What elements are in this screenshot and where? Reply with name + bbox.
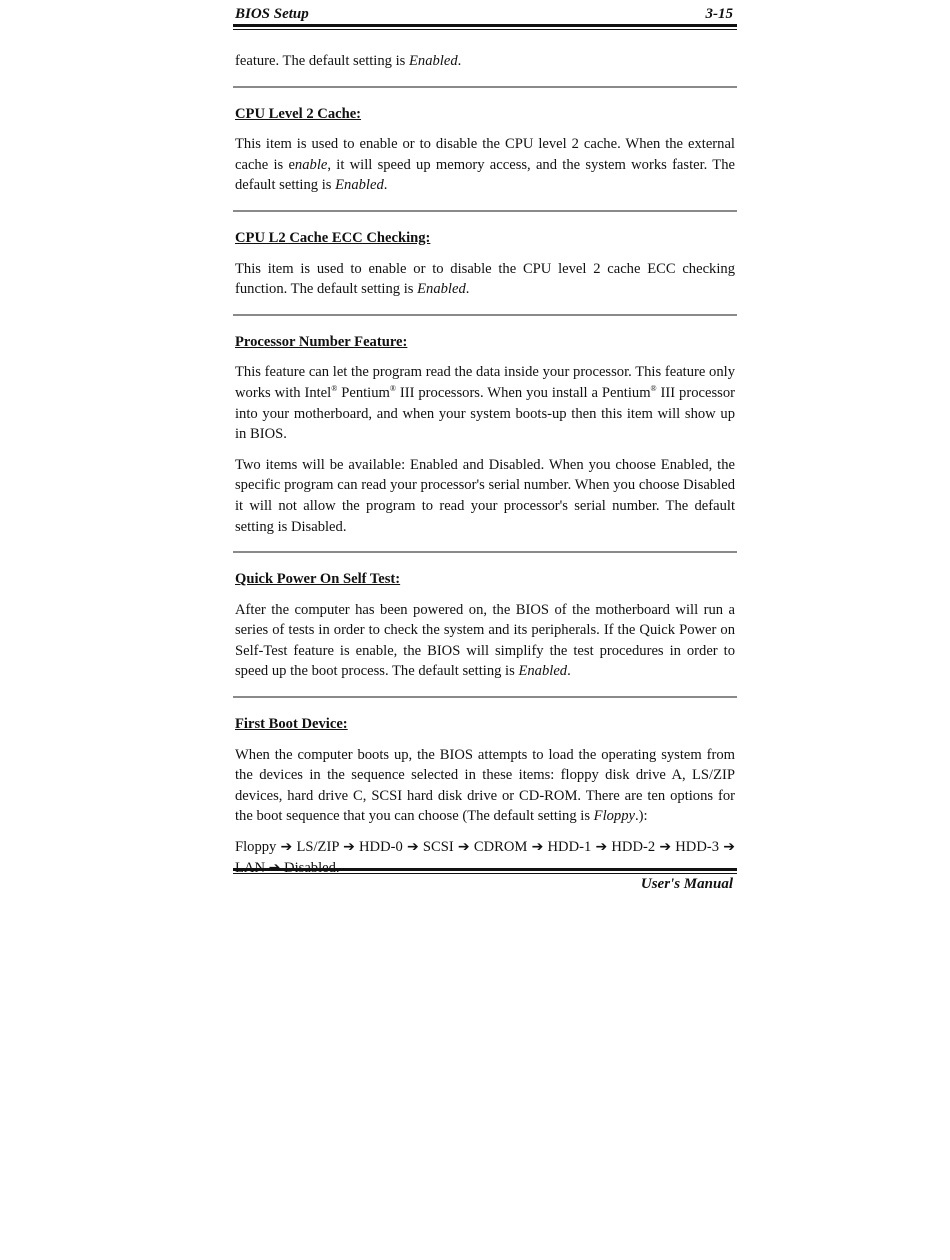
processor-number-paragraph-2: Two items will be available: Enabled and Disabled. When you choose Enabled, the specific program can read your processor's serial number. When you choose Disabled it will not allow the program to read your processor's serial number. The default setting is Disabled. — [235, 456, 735, 535]
section-title-quick-post: Quick Power On Self Test: — [235, 571, 401, 588]
processor-number-paragraph-1: This feature can let the program read the data inside your processor. This feature only works with Intel® Pentium® III processors. When you install a Pentium® III processor into your motherboard, and when your system boots-up then this item will show up in BIOS. — [235, 364, 735, 443]
right-arrow-icon: ➔ — [723, 839, 735, 856]
section-title-processor-number: Processor Number Feature: — [235, 333, 408, 350]
section-divider — [233, 696, 737, 698]
footer-rule — [233, 868, 737, 874]
boot-option: HDD-2 — [611, 839, 656, 856]
header-section-title: BIOS Setup — [235, 6, 309, 22]
boot-option: LS/ZIP — [296, 839, 339, 856]
section-divider — [233, 86, 737, 88]
boot-option: HDD-1 — [547, 839, 592, 856]
first-boot-paragraph: When the computer boots up, the BIOS attempts to load the operating system from the devices in the sequence selected in these items: floppy disk drive A, LS/ZIP devices, hard drive C, SCSI hard disk drive or CD-ROM. There are ten options for the boot sequence that you can choose (The default setting is Floppy.): — [235, 746, 735, 825]
right-arrow-icon: ➔ — [406, 839, 419, 856]
right-arrow-icon: ➔ — [531, 839, 544, 856]
cpu-l2-ecc-paragraph: This item is used to enable or to disable the CPU level 2 cache ECC checking function. The default setting is Enabled. — [235, 260, 735, 298]
boot-option: CDROM — [473, 839, 528, 856]
boot-option: Floppy — [235, 839, 277, 856]
right-arrow-icon: ➔ — [595, 839, 608, 856]
right-arrow-icon: ➔ — [457, 839, 470, 856]
header-page-number: 3-15 — [705, 6, 733, 22]
right-arrow-icon: ➔ — [659, 839, 672, 856]
header-rule — [233, 24, 737, 30]
section-divider — [233, 551, 737, 553]
right-arrow-icon: ➔ — [343, 839, 355, 856]
section-divider — [233, 314, 737, 316]
section-title-cpu-l2-cache: CPU Level 2 Cache: — [235, 105, 362, 122]
page-header — [233, 4, 737, 26]
intro-paragraph: feature. The default setting is Enabled. — [235, 53, 462, 69]
boot-option: HDD-3 — [675, 839, 720, 856]
section-title-cpu-l2-ecc: CPU L2 Cache ECC Checking: — [235, 229, 431, 246]
boot-option: SCSI — [422, 839, 454, 856]
footer-manual-title: User's Manual — [640, 876, 733, 892]
cpu-l2-cache-paragraph: This item is used to enable or to disable the CPU level 2 cache. When the external cache is enable, it will speed up memory access, and the system works faster. The default setting is Enabled. — [235, 136, 735, 194]
right-arrow-icon: ➔ — [280, 839, 293, 856]
section-title-first-boot: First Boot Device: — [235, 716, 348, 733]
page-body — [235, 51, 735, 888]
section-divider — [233, 210, 737, 212]
boot-option: HDD-0 — [359, 839, 403, 856]
quick-post-paragraph: After the computer has been powered on, the BIOS of the motherboard will run a series of tests in order to check the system and its peripherals. If the Quick Power on Self-Test feature is enable, the BIOS will simplify the test procedures in order to speed up the boot process. The default setting is Enabled. — [235, 601, 735, 680]
